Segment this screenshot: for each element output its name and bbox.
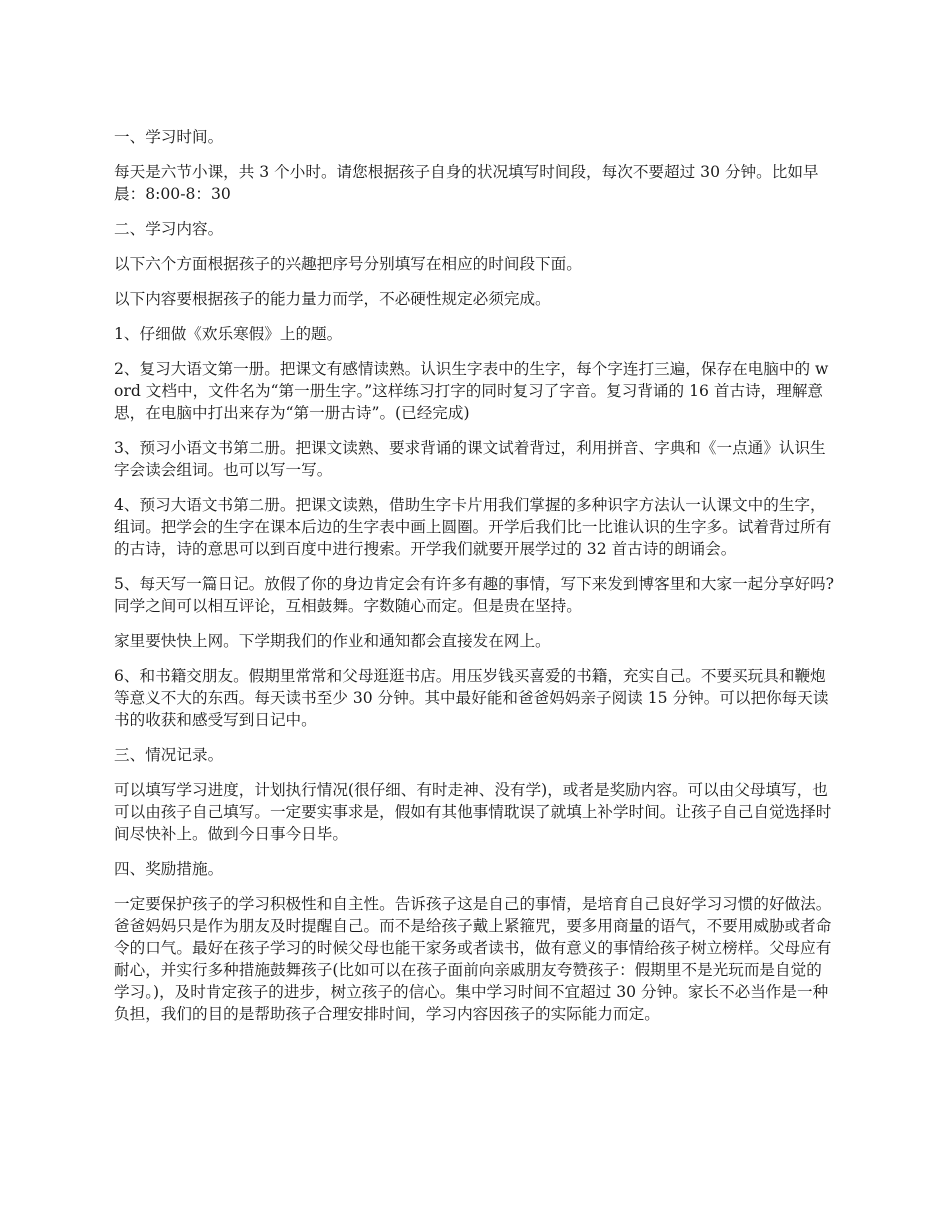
section-heading-rewards: 四、奖励措施。 <box>114 860 224 878</box>
paragraph-study-time: 每天是六节小课，共 3 个小时。请您根据孩子自身的状况填写时间段，每次不要超过 30 分钟。比如早晨：8:00-8：30 <box>114 163 819 203</box>
paragraph-rewards: 一定要保护孩子的学习积极性和自主性。告诉孩子这是自己的事情，是培育自己良好学习习惯的好做法。爸爸妈妈只是作为朋友及时提醒自己。而不是给孩子戴上紧箍咒，要多用商量的语气，不要用威胁或者命令的口气。最好在孩子学习的时候父母也能干家务或者读书，做有意义的事情给孩子树立榜样。父母应有耐心，并实行多种措施鼓舞孩子(比如可以在孩子面前向亲戚朋友夸赞孩子：假期里不是光玩而是自觉的学习。)，及时肯定孩子的进步，树立孩子的信心。集中学习时间不宜超过 30 分钟。家长不必当作是一种负担，我们的目的是帮助孩子合理安排时间，学习内容因孩子的实际能力而定。 <box>114 895 832 1023</box>
list-item-5: 5、每天写一篇日记。放假了你的身边肯定会有许多有趣的事情，写下来发到博客里和大家一起分享好吗?同学之间可以相互评论，互相鼓舞。字数随心而定。但是贵在坚持。 <box>114 575 835 615</box>
paragraph-records: 可以填写学习进度，计划执行情况(很仔细、有时走神、没有学)，或者是奖励内容。可以由父母填写，也可以由孩子自己填写。一定要实事求是，假如有其他事情耽误了就填上补学时间。让孩子自己自觉选择时间尽快补上。做到今日事今日毕。 <box>114 781 832 843</box>
section-heading-study-time: 一、学习时间。 <box>114 128 224 146</box>
section-heading-study-content: 二、学习内容。 <box>114 220 224 238</box>
document-body <box>114 126 836 1038</box>
paragraph-online-note: 家里要快快上网。下学期我们的作业和通知都会直接发在网上。 <box>114 632 551 650</box>
list-item-4: 4、预习大语文书第二册。把课文读熟，借助生字卡片用我们掌握的多种识字方法认一认课文中的生字，组词。把学会的生字在课本后边的生字表中画上圆圈。开学后我们比一比谁认识的生字多。试着背过所有的古诗，诗的意思可以到百度中进行搜索。开学我们就要开展学过的 32 首古诗的朗诵会。 <box>114 496 832 558</box>
list-item-3: 3、预习小语文书第二册。把课文读熟、要求背诵的课文试着背过，利用拼音、字典和《一点通》认识生字会读会组词。也可以写一写。 <box>114 439 826 479</box>
list-item-6: 6、和书籍交朋友。假期里常常和父母逛逛书店。用压岁钱买喜爱的书籍，充实自己。不要买玩具和鞭炮等意义不大的东西。每天读书至少 30 分钟。其中最好能和爸爸妈妈亲子阅读 15 分钟。可以把你每天读书的收获和感受写到日记中。 <box>114 667 829 729</box>
paragraph-content-note: 以下内容要根据孩子的能力量力而学，不必硬性规定必须完成。 <box>114 290 551 308</box>
section-heading-records: 三、情况记录。 <box>114 746 224 764</box>
paragraph-content-intro: 以下六个方面根据孩子的兴趣把序号分别填写在相应的时间段下面。 <box>114 255 582 273</box>
list-item-2: 2、复习大语文第一册。把课文有感情读熟。认识生字表中的生字，每个字连打三遍，保存在电脑中的 word 文档中，文件名为“第一册生字。”这样练习打字的同时复习了字音。复习背诵的 16 首古诗，理解意思，在电脑中打出来存为“第一册古诗”。(已经完成) <box>114 360 829 422</box>
list-item-1: 1、仔细做《欢乐寒假》上的题。 <box>114 325 343 343</box>
